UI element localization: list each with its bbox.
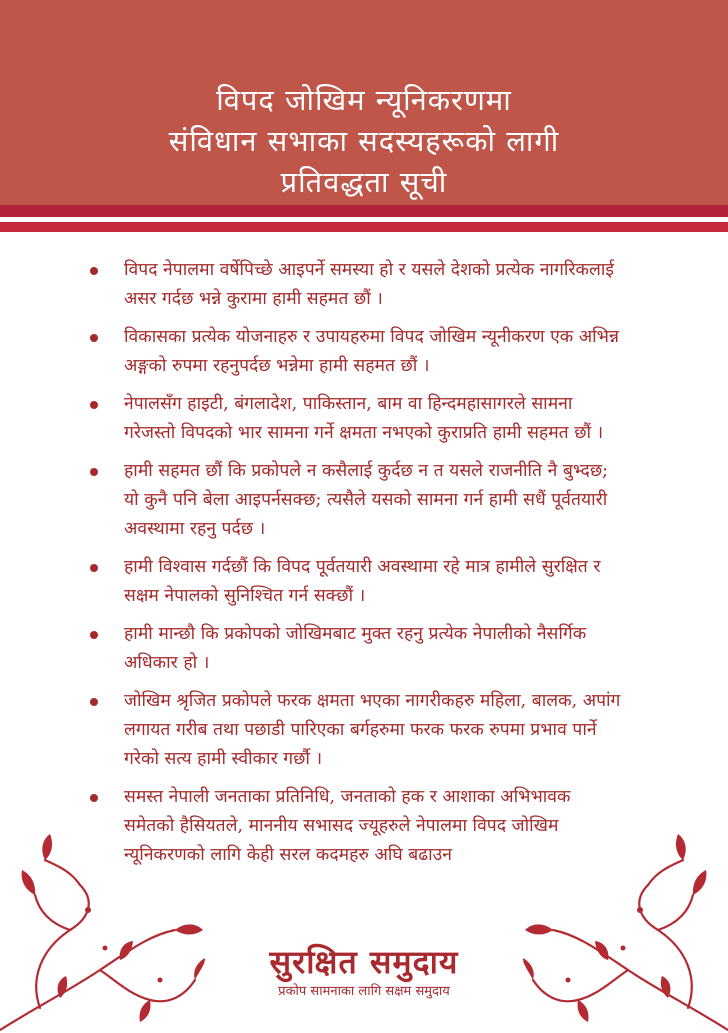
title-line-3: प्रतिवद्धता सूची bbox=[280, 165, 448, 199]
list-item bbox=[0, 323, 728, 381]
divider-stripe-lower bbox=[0, 222, 728, 232]
bullet-icon bbox=[90, 401, 98, 409]
list-item bbox=[0, 390, 728, 448]
header-banner bbox=[0, 0, 728, 205]
bullet-icon bbox=[90, 698, 98, 706]
list-item bbox=[0, 553, 728, 611]
list-item bbox=[0, 256, 728, 314]
list-item bbox=[0, 687, 728, 774]
title-line-2: संविधान सभाका सदस्यहरूको लागी bbox=[168, 124, 560, 158]
bullet-icon bbox=[90, 794, 98, 802]
statement-text: विपद नेपालमा वर्षेपिच्छे आइपर्ने समस्या हो र यसले देशको प्रत्येक नागरिकलाई असर गर्दछ भन्ने कुरामा हामी सहमत छौं । bbox=[124, 260, 614, 309]
statement-text: जोखिम श्रृजित प्रकोपले फरक क्षमता भएका नागरीकहरु महिला, बालक, अपांग लगायत गरीब तथा पछाडी पारिएका बर्गहरुमा फरक फरक रुपमा प्रभाव पार्ने गरेको सत्य हामी स्वीकार गर्छौ । bbox=[124, 691, 621, 769]
statement-text: विकासका प्रत्येक योजनाहरु र उपायहरुमा विपद जोखिम न्यूनीकरण एक अभिन्न अङ्गको रुपमा रहनुपर्दछ भन्नेमा हामी सहमत छौं । bbox=[124, 327, 619, 376]
organization-logo bbox=[0, 944, 728, 1002]
divider-stripe bbox=[0, 205, 728, 217]
statement-text: समस्त नेपाली जनताका प्रतिनिधि, जनताको हक र आशाका अभिभावक समेतको हैसियतले, माननीय सभासद ज्यूहरुले नेपालमा विपद जोखिम न्यूनिकरणको लागि केही सरल कदमहरु अघि बढाउन bbox=[124, 787, 571, 865]
list-item bbox=[0, 457, 728, 544]
page-title bbox=[0, 80, 728, 203]
statement-text: हामी मान्छौ कि प्रकोपको जोखिमबाट मुक्त रहनु प्रत्येक नेपालीको नैसर्गिक अधिकार हो । bbox=[124, 624, 587, 673]
bullet-icon bbox=[90, 334, 98, 342]
bullet-icon bbox=[90, 631, 98, 639]
list-item bbox=[0, 620, 728, 678]
bullet-icon bbox=[90, 267, 98, 275]
bullet-icon bbox=[90, 564, 98, 572]
floral-ornament-icon bbox=[0, 830, 205, 1033]
floral-ornament-icon bbox=[523, 830, 728, 1033]
logo-tagline: प्रकोप सामनाका लागि सक्षम समुदाय bbox=[278, 984, 450, 999]
title-line-1: विपद जोखिम न्यूनिकरणमा bbox=[216, 83, 512, 117]
commitment-list bbox=[0, 256, 728, 879]
statement-text: नेपालसँग हाइटी, बंगलादेश, पाकिस्तान, बाम वा हिन्दमहासागरले सामना गरेजस्तो विपदको भार सामना गर्ने क्षमता नभएको कुराप्रति हामी सहमत छौं । bbox=[124, 394, 604, 443]
bullet-icon bbox=[90, 468, 98, 476]
logo-name: सुरक्षित समुदाय bbox=[269, 943, 459, 981]
statement-text: हामी विश्वास गर्दछौं कि विपद पूर्वतयारी अवस्थामा रहे मात्र हामीले सुरक्षित र सक्षम नेपालको सुनिश्चित गर्न सक्छौं । bbox=[124, 557, 601, 606]
statement-text: हामी सहमत छौं कि प्रकोपले न कसैलाई कुर्दछ न त यसले राजनीति नै बुभ्दछ; यो कुनै पनि बेला आइपर्नसक्छ; त्यसैले यसको सामना गर्न हामी सधैं पूर्वतयारी अवस्थामा रहनु पर्दछ । bbox=[124, 461, 608, 539]
